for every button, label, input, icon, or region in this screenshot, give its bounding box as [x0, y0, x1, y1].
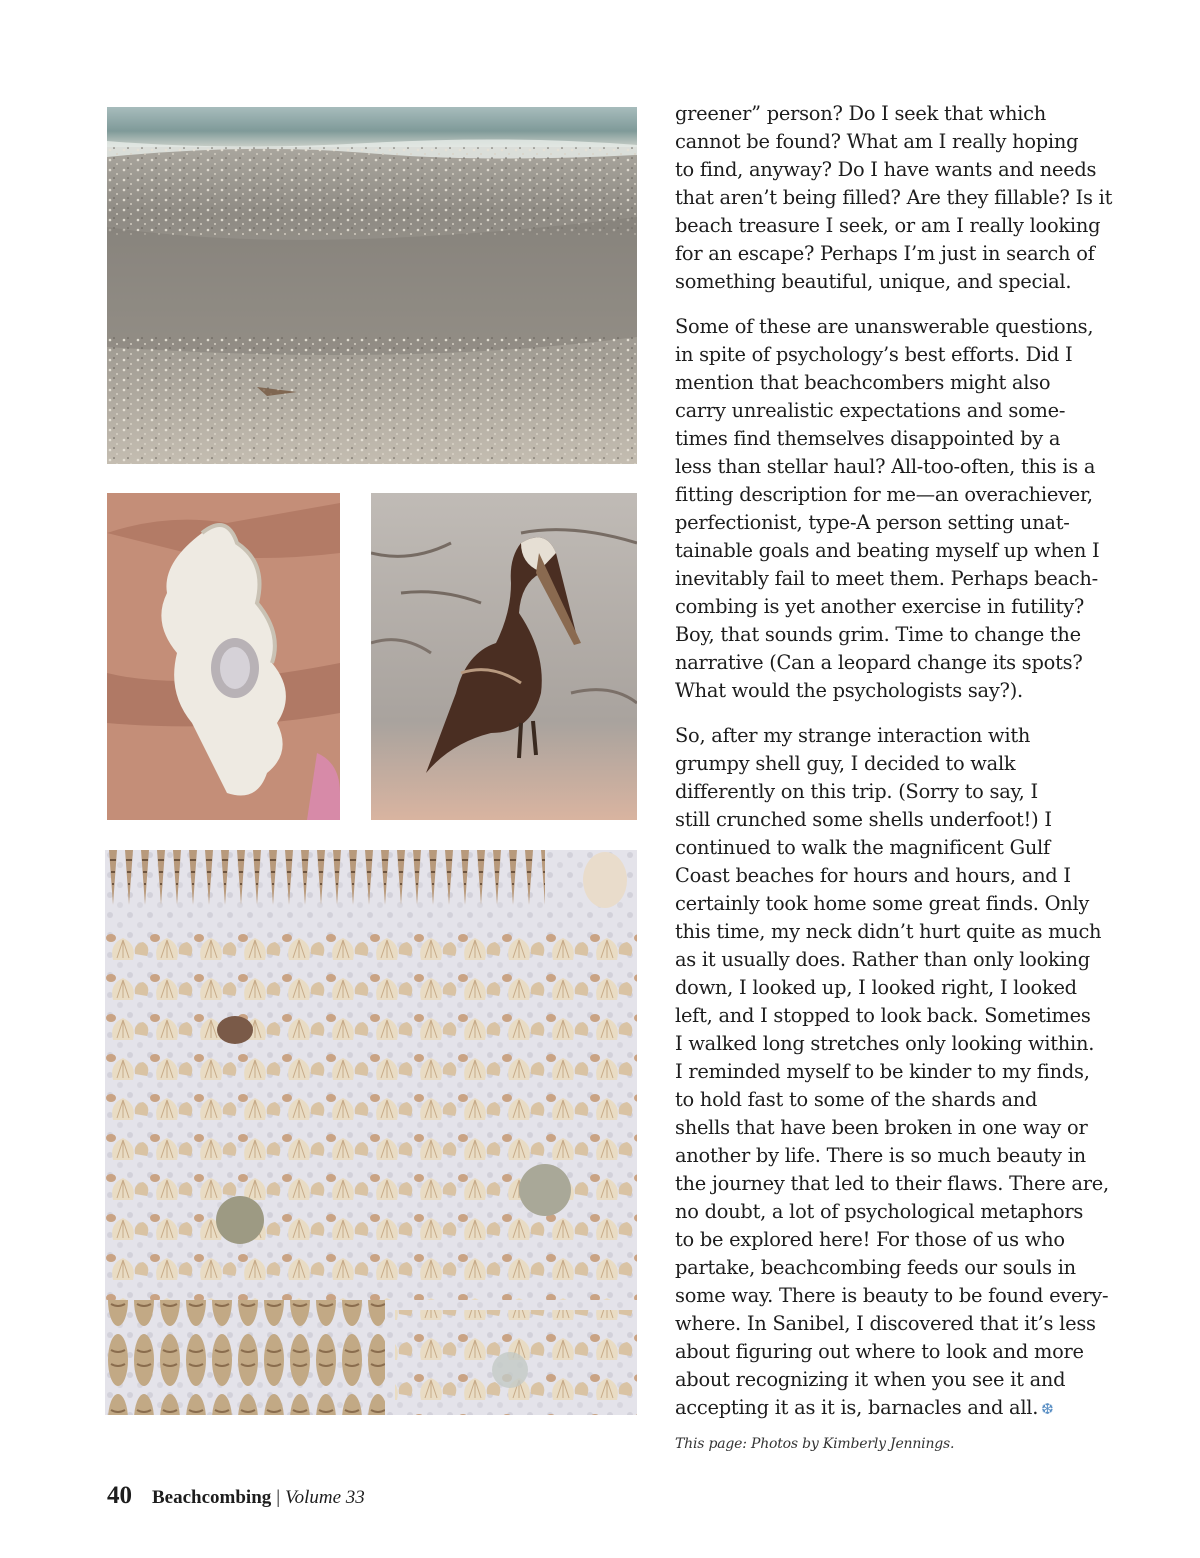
text-line: something beautiful, unique, and special. — [675, 270, 1072, 293]
text-line: combing is yet another exercise in futility? — [675, 595, 1085, 618]
text-line: that aren’t being filled? Are they fillable? Is it — [675, 186, 1113, 209]
footer-separator: | — [276, 1487, 281, 1508]
page-footer — [107, 1482, 365, 1510]
text-line: another by life. There is so much beauty in — [675, 1144, 1086, 1167]
text-line: where. In Sanibel, I discovered that it’s less — [675, 1312, 1096, 1335]
text-line: still crunched some shells underfoot!) I — [675, 808, 1052, 831]
text-line: continued to walk the magnificent Gulf — [675, 836, 1050, 859]
text-line: carry unrealistic expectations and some- — [675, 399, 1066, 422]
text-line: What would the psychologists say?). — [675, 679, 1023, 702]
text-line: this time, my neck didn’t hurt quite as much — [675, 920, 1102, 943]
text-line: left, and I stopped to look back. Sometimes — [675, 1004, 1091, 1027]
text-line: to be explored here! For those of us who — [675, 1228, 1065, 1251]
paragraph-3 — [675, 722, 1109, 1423]
text-line: I reminded myself to be kinder to my finds, — [675, 1060, 1090, 1083]
text-line: to find, anyway? Do I have wants and needs — [675, 158, 1097, 181]
text-line: grumpy shell guy, I decided to walk — [675, 752, 1016, 775]
volume-label: Volume 33 — [285, 1487, 365, 1508]
text-line: Some of these are unanswerable questions, — [675, 315, 1094, 338]
text-line: inevitably fail to meet them. Perhaps beach- — [675, 567, 1098, 590]
text-line: mention that beachcombers might also — [675, 371, 1051, 394]
text-line: as it usually does. Rather than only looking — [675, 948, 1090, 971]
article-body — [675, 100, 1113, 1440]
text-line: the journey that led to their flaws. There are, — [675, 1172, 1109, 1195]
text-line: cannot be found? What am I really hoping — [675, 130, 1079, 153]
text-line: less than stellar haul? All-too-often, this is a — [675, 455, 1096, 478]
shell-collection-photo — [105, 850, 637, 1415]
page-number: 40 — [107, 1482, 132, 1509]
text-line: partake, beachcombing feeds our souls in — [675, 1256, 1076, 1279]
text-line — [675, 1394, 1095, 1423]
text-line: greener” person? Do I seek that which — [675, 102, 1046, 125]
paragraph-2 — [675, 313, 1100, 705]
text-line-content: accepting it as it is, barnacles and all. — [675, 1396, 1039, 1419]
text-line: perfectionist, type-A person setting unat- — [675, 511, 1070, 534]
text-line: tainable goals and beating myself up when I — [675, 539, 1100, 562]
text-line: times find themselves disappointed by a — [675, 427, 1061, 450]
text-line: So, after my strange interaction with — [675, 724, 1031, 747]
text-line: for an escape? Perhaps I’m just in search of — [675, 242, 1095, 265]
publication-name: Beachcombing — [152, 1487, 272, 1508]
paragraph-1 — [675, 100, 1113, 296]
text-line: I walked long stretches only looking within. — [675, 1032, 1095, 1055]
text-line: certainly took home some great finds. Only — [675, 892, 1090, 915]
text-line: in spite of psychology’s best efforts. Did I — [675, 343, 1073, 366]
text-line: Boy, that sounds grim. Time to change the — [675, 623, 1081, 646]
brown-pelican-photo — [371, 493, 637, 820]
text-line: down, I looked up, I looked right, I looked — [675, 976, 1077, 999]
text-line: about figuring out where to look and more — [675, 1340, 1084, 1363]
text-line: narrative (Can a leopard change its spots? — [675, 651, 1083, 674]
text-line: fitting description for me—an overachiever, — [675, 483, 1093, 506]
murex-shell-in-hand-photo — [107, 493, 340, 820]
text-line: no doubt, a lot of psychological metaphors — [675, 1200, 1084, 1223]
photo-credit-caption: This page: Photos by Kimberly Jennings. — [675, 1436, 955, 1452]
text-line: shells that have been broken in one way or — [675, 1116, 1088, 1139]
text-line: to hold fast to some of the shards and — [675, 1088, 1038, 1111]
text-line: beach treasure I seek, or am I really looking — [675, 214, 1101, 237]
snowflake-end-icon: ❆ — [1041, 1400, 1054, 1418]
beach-shoreline-photo — [107, 107, 637, 464]
text-line: about recognizing it when you see it and — [675, 1368, 1066, 1391]
text-line: differently on this trip. (Sorry to say, I — [675, 780, 1038, 803]
text-line: some way. There is beauty to be found every- — [675, 1284, 1109, 1307]
text-line: Coast beaches for hours and hours, and I — [675, 864, 1071, 887]
